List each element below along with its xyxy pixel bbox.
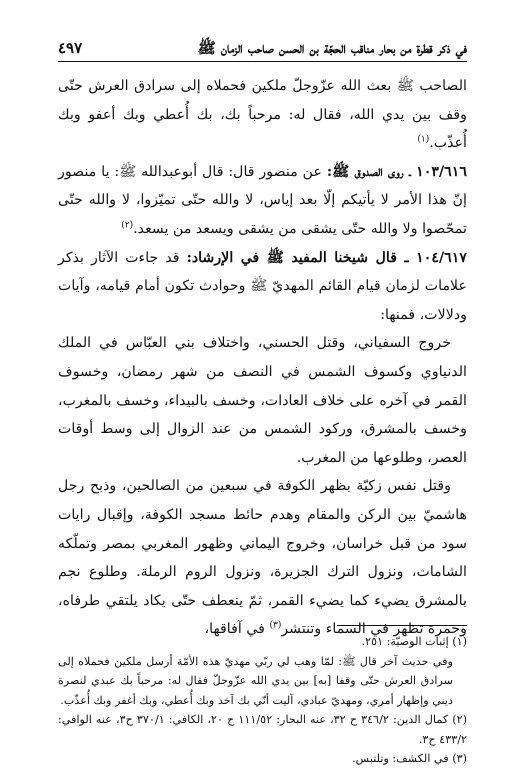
footnote-1: (١) إثبات الوصيّة: ٢٥١. — [361, 635, 467, 648]
signs-paragraph-2 — [58, 472, 467, 644]
hadith-104-text: قد جاءت الآثار بذكر علامات لزمان قيام القائم المهديّ ﷺ وحوادث تكون أمام قيامه، وآيات ودلالات، فمنها: — [58, 249, 467, 323]
signs-paragraph-1: خروج السفياني، وقتل الحسني، واختلاف بني العبّاس في الملك الدنياوي وكسوف الشمس في النصف من شهر رمضان، وخسوف القمر في آخره على خلاف العادات، وخسف بالبيداء، وخسف بالمغرب، وخسف بالمشرق، وركود الشمس من عند الزوال إلى وسط أوقات العصر، وطلوعها من المغرب. — [58, 335, 467, 466]
footnote-1-continuation: وفي حديث آخر قال ﷺ: لمّا وهب لي ربّي مهديّ هذه الأمّة أرسل ملكين فحملاه إلى سرادق العرش حتّى وقفا [به] بين يدي الله عزّوجلّ فقال له: مرحباً بك عبدي لنصرة ديني وإظهار أمري، ومهديّ عبادي، آليت أنّي بك آخذ وبك أُعطي، وبك أغفر وبك أُعذّب. — [58, 654, 453, 707]
hadith-103-text: عن منصور قال: قال أبوعبدالله ﷺ: يا منصور إنّ هذا الأمر لا يأتيكم إلّا بعد إياس، لا والله حتّى تميّزوا، لا والله حتّى تمحّصوا ولا والله حتّى يشقى من يشقى ويسعد من يسعد. — [58, 163, 467, 237]
hadith-104-heading: ١٠٤/٦١٧ ـ قال شيخنا المفيد ﷺ في الإرشاد: — [186, 249, 467, 266]
footnote-ref-1[interactable]: (١) — [417, 134, 430, 145]
signs-paragraph-2-end: في آفاقها، — [204, 621, 265, 638]
footnote-ref-3[interactable]: (٣) — [269, 620, 282, 631]
footnotes — [58, 632, 467, 769]
signs-paragraph-2-text: وقتل نفس زكيّة بظهر الكوفة في سبعين من الصالحين، وذبح رجل هاشميّ بين الركن والمقام وهدم حائط مسجد الكوفة، وإقبال رايات سود من قبل خراسان، وخروج اليماني وظهور المغربي بمصر وتملّكه الشامات، ونزول الترك الجزيرة، ونزول الروم الرملة. وطلوع نجم بالمشرق يضيء كما يضيء القمر، ثمّ ينعطف حتّى يكاد يلتقي طرفاه، وحمرة تظهر في السماء وتنتشر — [58, 478, 467, 638]
paragraph-1-text: الصاحب ﷺ بعث الله عزّوجلّ ملكين فحملاه إلى سرادق العرش حتّى وقف بين يدي الله، فقال له: مرحباً بك، بك أُعطي وبك أعفو وبك أُعذّب. — [58, 78, 467, 152]
footnote-2: (٢) كمال الدين: ٣٤٦/٢ ح ٣٢، عنه البحار: ١١١/٥٢ ح ٢٠، الكافي: ٣٧٠/١ ح٣، عنه الوافي: ٤٣٣/٢ ح٣. — [58, 713, 467, 746]
paragraph-1 — [58, 72, 467, 158]
footnote-separator — [337, 625, 467, 626]
header-title: في ذكر قطرة من بحار مناقب الحجّة بن الحسن صاحب الزمان ﷺ — [197, 39, 467, 57]
main-text — [58, 72, 467, 644]
running-header — [58, 30, 467, 62]
hadith-104 — [58, 244, 467, 330]
footnote-ref-2[interactable]: (٢) — [121, 220, 134, 231]
footnote-3: (٣) في الكشف: وتلتبس. — [352, 752, 467, 765]
hadith-103-heading: ١٠٣/٦١٦ ـ روى الصدوق ﷺ: — [326, 163, 467, 180]
page-number: ٤٩٧ — [58, 39, 83, 57]
hadith-103 — [58, 158, 467, 244]
